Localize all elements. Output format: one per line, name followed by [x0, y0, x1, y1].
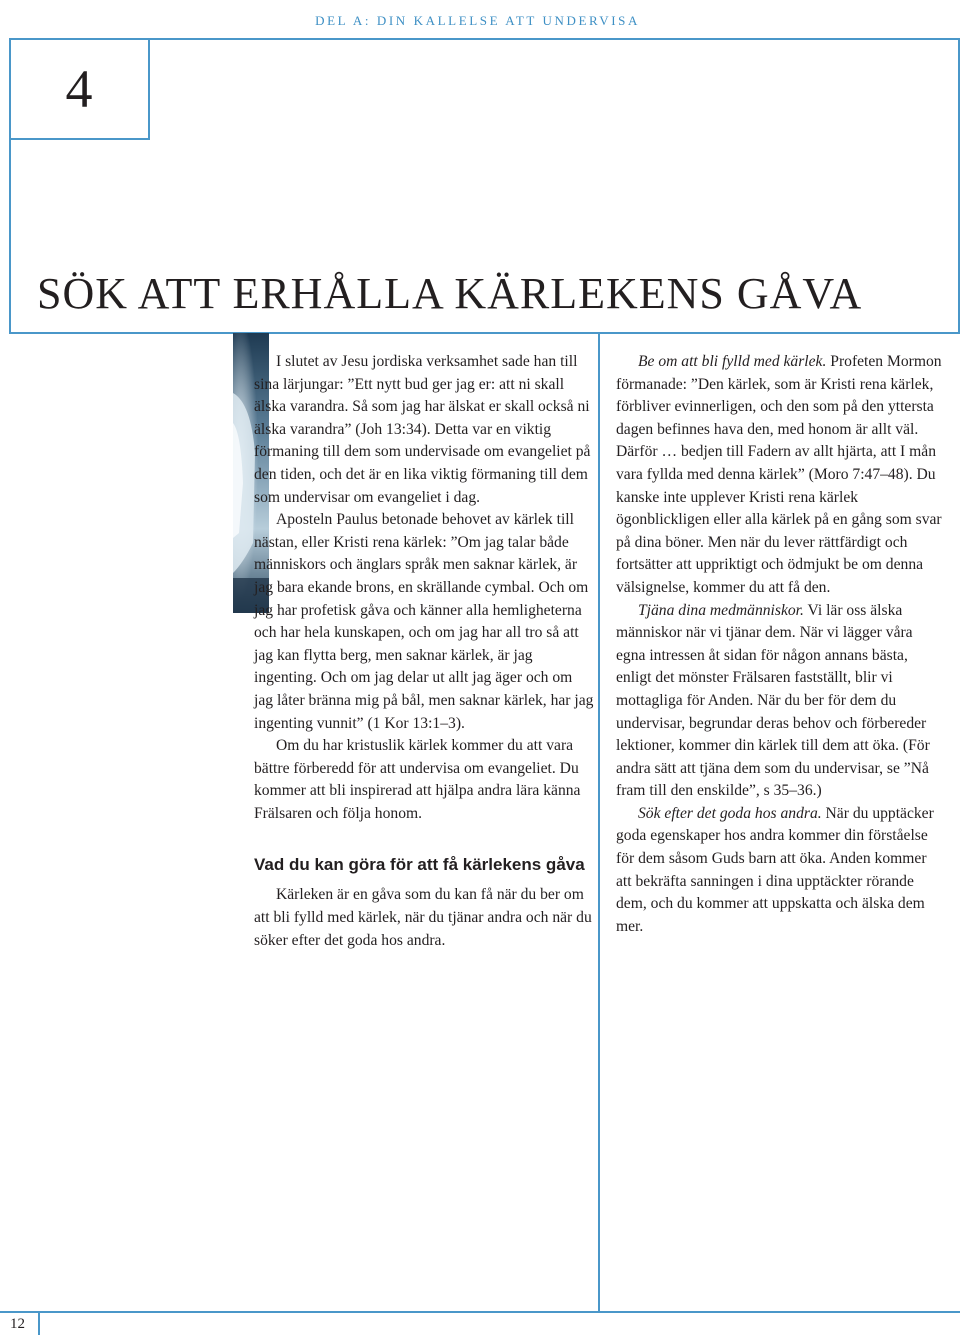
left-paragraph-4: Kärleken är en gåva som du kan få när du ber om att bli fylld med kärlek, när du tjänar andra och när du söker efter det goda hos andra.	[254, 886, 592, 949]
right-paragraph-1	[616, 351, 942, 600]
right-paragraph-1-body: Profeten Mormon förmanade: ”Den kärlek, som är Kristi rena kärlek, förbliver evinnerligen, och den som på den yttersta dagen befinnes hava den, med honom är allt väl. Därför … bedjen till Fadern av allt hjärta, att I mån vara fyllda med denna kärlek” (Moro 7:47–48). Du kanske inte upplever Kristi rena kärlek ögonblickligen eller alla kärlek på en gång som svar på dina böner. Men när du lever rättfärdigt och fortsätter att uppriktigt och ödmjukt be om denna välsignelse, kommer du att få den.	[616, 353, 942, 596]
chapter-box-bottom-rule	[9, 138, 150, 140]
chapter-title: SÖK ATT ERHÅLLA KÄRLEKENS GÅVA	[37, 269, 863, 318]
title-bottom-rule	[9, 332, 960, 334]
left-text-column	[254, 351, 594, 952]
column-divider-rule	[598, 333, 600, 1313]
leadin-pray-for-love: Be om att bli fylld med kärlek.	[638, 353, 827, 370]
page-bottom-rule	[0, 1311, 960, 1313]
frame-top-rule	[9, 38, 960, 40]
right-paragraph-3-body: När du upptäcker goda egenskaper hos andra kommer din förståelse för dem såsom Guds barn att öka. Anden kommer att bekräfta sanningen i dina upptäckter rörande dem, och du kommer att uppskatta och älska dem mer.	[616, 804, 934, 935]
section-subheading: Vad du kan göra för att få kärlekens gåva	[254, 855, 585, 875]
right-paragraph-3	[616, 803, 942, 939]
page-number-divider	[38, 1311, 40, 1335]
leadin-serve-others: Tjäna dina medmänniskor.	[638, 601, 804, 619]
right-paragraph-2	[616, 600, 942, 803]
chapter-number: 4	[65, 59, 93, 119]
left-paragraph-2: Aposteln Paulus betonade behovet av kärlek till nästan, eller Kristi rena kärlek: ”Om jag talar både människors och änglars språk men saknar kärlek, är jag bara ekande brons, en skrällande cymbal. Och om jag har profetisk gåva och känner alla hemligheterna och har hela kunskapen, och om jag har all tro så att jag kan flytta berg, men saknar kärlek, är jag ingenting. Och om jag delar ut allt jag äger och om jag låter bränna mig på bål, men saknar kärlek, har jag ingenting vunnit” (1 Kor 13:1–3).	[254, 511, 594, 732]
right-text-column	[616, 351, 942, 938]
leadin-seek-good: Sök efter det goda hos andra.	[638, 804, 822, 822]
left-paragraph-1: I slutet av Jesu jordiska verksamhet sade han till sina lärjungar: ”Ett nytt bud ger jag er: att ni skall älska varandra. Så som jag har älskat er skall också ni älska varandra” (Joh 13:34). Detta var en viktig förmaning till dem som undervisade om evangeliet på den tiden, och det är en lika viktig förmaning till dem som undervisar om evangeliet i dag.	[254, 353, 591, 506]
page-number: 12	[10, 1316, 25, 1332]
section-header: DEL A: DIN KALLELSE ATT UNDERVISA	[315, 13, 640, 28]
left-paragraph-3: Om du har kristuslik kärlek kommer du att vara bättre förberedd för att undervisa om evangeliet. Du kommer att bli inspirerad att hjälpa andra lära känna Frälsaren och följa honom.	[254, 737, 581, 822]
right-paragraph-2-body: Vi lär oss älska människor när vi tjänar dem. När vi lägger våra egna intressen åt sidan för någon annans bästa, enligt det mönster Frälsaren fastställt, blir vi mottagliga för Anden. När du ber för dem du undervisar, begrundar deras behov och förbereder lektioner, kommer din kärlek till dem att öka. (För andra sätt att tjäna dem som du undervisar, se ”Nå fram till den enskilde”, s 35–36.)	[616, 601, 930, 800]
